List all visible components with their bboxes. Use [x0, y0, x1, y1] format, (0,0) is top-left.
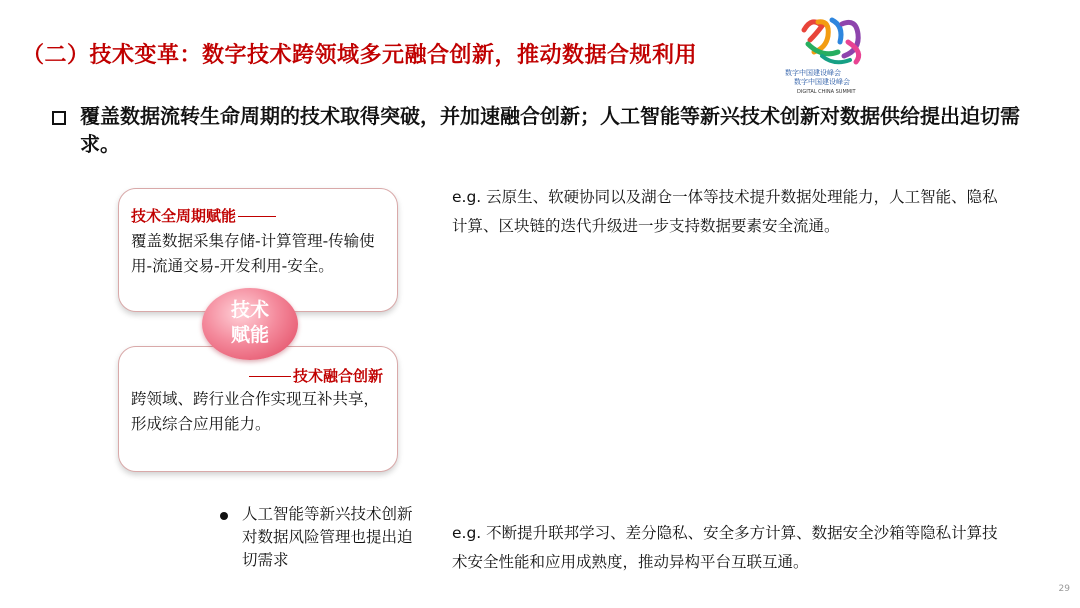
- page-number: 29: [1058, 584, 1070, 594]
- circle-label: [202, 298, 298, 348]
- circle-line-2: 赋能: [230, 324, 269, 346]
- circle-line-1: 技术: [230, 299, 269, 321]
- logo-line-3: DIGITAL CHINA SUMMIT: [797, 89, 856, 95]
- main-bullet-text: 覆盖数据流转生命周期的技术取得突破，并加速融合创新；人工智能等新兴技术创新对数据供给提出迫切需求。: [80, 104, 1020, 156]
- technology-empowerment-circle: [202, 288, 298, 360]
- heading-dash: [238, 216, 276, 218]
- box2-heading-text: 技术融合创新: [292, 367, 383, 385]
- example-text-2: e.g. 不断提升联邦学习、差分隐私、安全多方计算、数据安全沙箱等隐私计算技术安全性能和应用成熟度，推动异构平台互联互通。: [452, 524, 998, 571]
- box1-body: 覆盖数据采集存储-计算管理-传输使用-流通交易-开发利用-安全。: [131, 232, 375, 275]
- box1-heading-text: 技术全周期赋能: [131, 207, 237, 225]
- logo-line-2: 数字中国建设峰会: [794, 78, 850, 86]
- heading-dash: [249, 376, 291, 378]
- box2-body: 跨领域、跨行业合作实现互补共享，形成综合应用能力。: [131, 390, 380, 433]
- logo-line-1: 数字中国建设峰会: [785, 69, 841, 77]
- box2-heading: [249, 365, 383, 386]
- sub-bullet-text: 人工智能等新兴技术创新对数据风险管理也提出迫切需求: [242, 505, 413, 569]
- square-bullet-icon: [52, 111, 66, 125]
- technology-fusion-box: [118, 346, 398, 472]
- digital-china-summit-logo: [782, 12, 892, 97]
- bullet-dot-icon: [220, 512, 228, 520]
- box1-heading: [131, 205, 276, 226]
- slide-title: （二）技术变革：数字技术跨领域多元融合创新，推动数据合规利用: [22, 43, 698, 68]
- example-text-1: e.g. 云原生、软硬协同以及湖仓一体等技术提升数据处理能力，人工智能、隐私计算、区块链的迭代升级进一步支持数据要素安全流通。: [452, 188, 998, 235]
